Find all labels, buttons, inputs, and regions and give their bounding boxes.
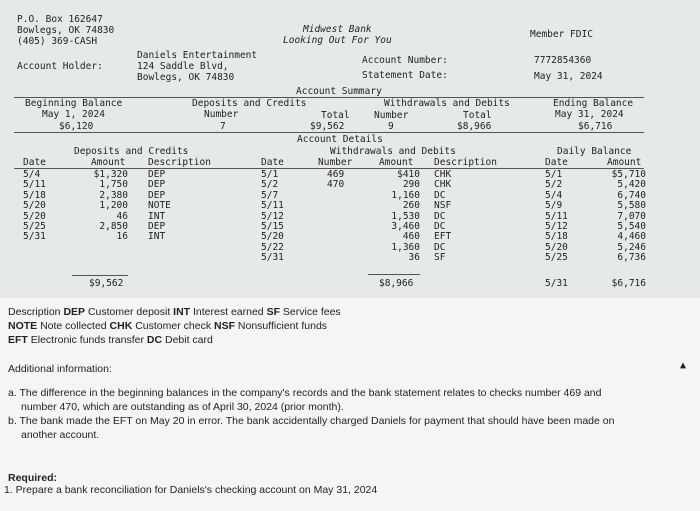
daily-amount: 6,736: [617, 252, 646, 264]
deposit-date: 5/25: [23, 221, 46, 233]
legend-code: NOTE: [8, 320, 38, 332]
legend-code: INT: [173, 306, 191, 318]
withdrawal-amount: 1,360: [391, 241, 420, 253]
legend-text: Service fees: [279, 306, 341, 318]
daily-dates-column: [545, 170, 568, 264]
withdrawal-amount: 3,460: [391, 221, 420, 233]
beginning-balance-amount: $6,120: [59, 121, 94, 132]
withdrawal-description: DC: [434, 189, 446, 201]
legend-text: Debit card: [162, 334, 213, 346]
check-number: 470: [327, 179, 345, 191]
daily-balance-title: Daily Balance: [557, 146, 632, 157]
withdrawal-amount: 36: [408, 252, 420, 264]
withdrawal-amount: 460: [402, 231, 420, 243]
note-a-line-1: a. The difference in the beginning balances in the company's records and the bank statement relates to checks number 469 and: [8, 387, 602, 399]
col-header-date: Date: [545, 157, 568, 168]
description-legend-line-1: [8, 306, 341, 319]
withdrawal-description: SF: [434, 252, 446, 264]
deposit-date: 5/20: [23, 210, 46, 222]
withdrawal-descriptions-column: [434, 170, 451, 264]
withdrawal-date: 5/15: [261, 221, 284, 233]
daily-amount: 6,740: [617, 189, 646, 201]
legend-text: Interest earned: [190, 306, 267, 318]
daily-amount: 5,420: [617, 179, 646, 191]
required-heading: Required:: [8, 472, 58, 484]
cursor-arrow-icon: ▲: [680, 360, 687, 371]
withdrawal-amount: 1,160: [391, 189, 420, 201]
note-a-line-2: number 470, which are outstanding as of April 30, 2024 (prior month).: [21, 401, 344, 413]
daily-amount: 5,580: [617, 200, 646, 212]
details-title: Account Details: [297, 134, 383, 145]
daily-final-amount: $6,716: [611, 278, 646, 289]
col-header-amount: Amount: [607, 157, 642, 168]
legend-text: Note collected: [37, 320, 110, 332]
withdrawals-count: 9: [388, 121, 394, 132]
daily-date: 5/18: [545, 231, 568, 243]
deposits-total-rule: [72, 275, 128, 276]
deposit-date: 5/18: [23, 189, 46, 201]
withdrawal-date: 5/12: [261, 210, 284, 222]
deposits-summary-label: Deposits and Credits: [192, 98, 307, 109]
bank-address-line: P.O. Box 162647: [17, 14, 103, 25]
legend-code: NSF: [214, 320, 235, 332]
withdrawal-description: CHK: [434, 169, 452, 180]
statement-date-label: Statement Date:: [362, 70, 448, 81]
deposit-amount: 2,850: [99, 221, 128, 233]
deposits-total: $9,562: [310, 121, 345, 132]
withdrawal-amount: 1,530: [391, 210, 420, 222]
deposit-date: 5/11: [23, 179, 46, 191]
deposit-date: 5/4: [23, 169, 41, 180]
deposit-amount: 2,380: [99, 189, 128, 201]
daily-date: 5/12: [545, 221, 568, 233]
withdrawal-date: 5/2: [261, 179, 279, 191]
required-item-1: 1. Prepare a bank reconciliation for Daniels's checking account on May 31, 2024: [4, 484, 378, 496]
note-b-line-2: another account.: [21, 429, 100, 441]
ending-balance-label: Ending Balance: [553, 98, 634, 109]
col-header-number: Number: [318, 157, 353, 168]
beginning-balance-date: May 1, 2024: [42, 109, 105, 120]
withdrawal-description: NSF: [434, 200, 452, 212]
note-b-line-1: b. The bank made the EFT on May 20 in error. The bank accidentally charged Daniels for payment that should have been made on: [8, 415, 615, 427]
withdrawal-description: CHK: [434, 179, 452, 191]
holder-street: 124 Saddle Blvd,: [137, 61, 229, 72]
deposit-date: 5/31: [23, 231, 46, 243]
col-header-description: Description: [148, 157, 211, 168]
daily-amount: 5,540: [617, 221, 646, 233]
ending-balance-date: May 31, 2024: [555, 109, 624, 120]
statement-date: May 31, 2024: [534, 71, 603, 82]
deposit-amount: 46: [116, 210, 128, 222]
additional-info-heading: Additional information:: [8, 363, 112, 375]
bank-address-line: Bowlegs, OK 74830: [17, 25, 115, 36]
withdrawals-summary-label: Withdrawals and Debits: [384, 98, 510, 109]
daily-date: 5/11: [545, 210, 568, 222]
daily-date: 5/9: [545, 200, 563, 212]
withdrawals-details-title: Withdrawals and Debits: [330, 146, 456, 157]
withdrawals-total: $8,966: [457, 121, 492, 132]
deposits-details-total: $9,562: [89, 278, 124, 289]
account-number-label: Account Number:: [362, 55, 448, 66]
legend-code: SF: [266, 306, 280, 318]
withdrawal-amount: $410: [397, 169, 420, 180]
legend-code: DC: [146, 334, 163, 346]
col-header-date: Date: [23, 157, 46, 168]
legend-code: EFT: [8, 334, 28, 346]
legend-text: Customer deposit: [85, 306, 174, 318]
withdrawal-date: 5/22: [261, 241, 284, 253]
withdrawals-total-rule: [368, 274, 420, 275]
daily-date: 5/31: [545, 278, 568, 289]
account-holder-label: Account Holder:: [17, 61, 103, 72]
ending-balance-amount: $6,716: [578, 121, 613, 132]
col-header-date: Date: [261, 157, 284, 168]
withdrawals-total-label: Total: [463, 110, 492, 121]
check-numbers-column: [327, 170, 344, 191]
holder-name: Daniels Entertainment: [137, 50, 258, 61]
withdrawal-amounts-column: [370, 170, 420, 264]
withdrawal-amount: 260: [402, 200, 420, 212]
description-legend-line-3: [8, 334, 213, 347]
legend-text: Nonsufficient funds: [235, 320, 328, 332]
deposits-count: 7: [220, 121, 226, 132]
daily-date: 5/4: [545, 189, 563, 201]
deposit-description: DEP: [148, 169, 166, 180]
deposit-description: DEP: [148, 221, 166, 233]
withdrawal-date: 5/20: [261, 231, 284, 243]
withdrawal-description: DC: [434, 210, 446, 222]
legend-text: Electronic funds transfer: [27, 334, 147, 346]
legend-code: CHK: [109, 320, 133, 332]
daily-amount: 4,460: [617, 231, 646, 243]
col-header-description: Description: [434, 157, 497, 168]
col-header-amount: Amount: [379, 157, 414, 168]
deposit-descriptions-column: [148, 170, 171, 243]
beginning-balance-label: Beginning Balance: [25, 98, 123, 109]
withdrawals-details-total: $8,966: [379, 278, 414, 289]
withdrawal-date: 5/31: [261, 252, 284, 264]
withdrawal-dates-column: [261, 170, 284, 264]
deposit-amount: 1,750: [99, 179, 128, 191]
daily-date: 5/2: [545, 179, 563, 191]
withdrawal-date: 5/1: [261, 169, 279, 180]
deposit-amount: $1,320: [93, 169, 128, 180]
col-header-amount: Amount: [91, 157, 126, 168]
deposit-description: INT: [148, 231, 166, 243]
daily-amount: 7,070: [617, 210, 646, 222]
legend-text: Customer check: [132, 320, 214, 332]
summary-bottom-rule: [14, 132, 644, 133]
bank-slogan: Looking Out For You: [283, 35, 392, 46]
withdrawals-number-label: Number: [374, 110, 409, 121]
daily-date: 5/1: [545, 169, 563, 180]
deposits-number-label: Number: [204, 109, 239, 120]
summary-title: Account Summary: [296, 86, 382, 97]
daily-amounts-column: [596, 170, 646, 264]
deposit-description: DEP: [148, 189, 166, 201]
withdrawal-description: EFT: [434, 231, 452, 243]
deposits-total-label: Total: [321, 110, 350, 121]
withdrawal-date: 5/11: [261, 200, 284, 212]
description-legend-line-2: [8, 320, 327, 333]
withdrawal-description: DC: [434, 221, 446, 233]
bank-name: Midwest Bank: [303, 24, 372, 35]
withdrawal-amount: 290: [402, 179, 420, 191]
deposit-date: 5/20: [23, 200, 46, 212]
member-fdic: Member FDIC: [530, 29, 593, 40]
legend-code: DEP: [63, 306, 86, 318]
check-number: 469: [327, 169, 345, 180]
daily-date: 5/20: [545, 241, 568, 253]
daily-amount: $5,710: [611, 169, 646, 180]
bank-phone: (405) 369-CASH: [17, 36, 98, 47]
withdrawal-date: 5/7: [261, 189, 279, 201]
holder-city: Bowlegs, OK 74830: [137, 72, 235, 83]
legend-lead: Description: [8, 306, 61, 318]
withdrawal-description: DC: [434, 241, 446, 253]
account-number: 7772854360: [534, 55, 592, 66]
deposit-description: DEP: [148, 179, 166, 191]
deposit-description: INT: [148, 210, 166, 222]
deposits-details-title: Deposits and Credits: [74, 146, 189, 157]
deposit-description: NOTE: [148, 200, 171, 212]
daily-amount: 5,246: [617, 241, 646, 253]
daily-date: 5/25: [545, 252, 568, 264]
deposit-dates-column: [23, 170, 46, 243]
deposit-amount: 1,200: [99, 200, 128, 212]
deposit-amount: 16: [116, 231, 128, 243]
deposit-amounts-column: [80, 170, 128, 243]
